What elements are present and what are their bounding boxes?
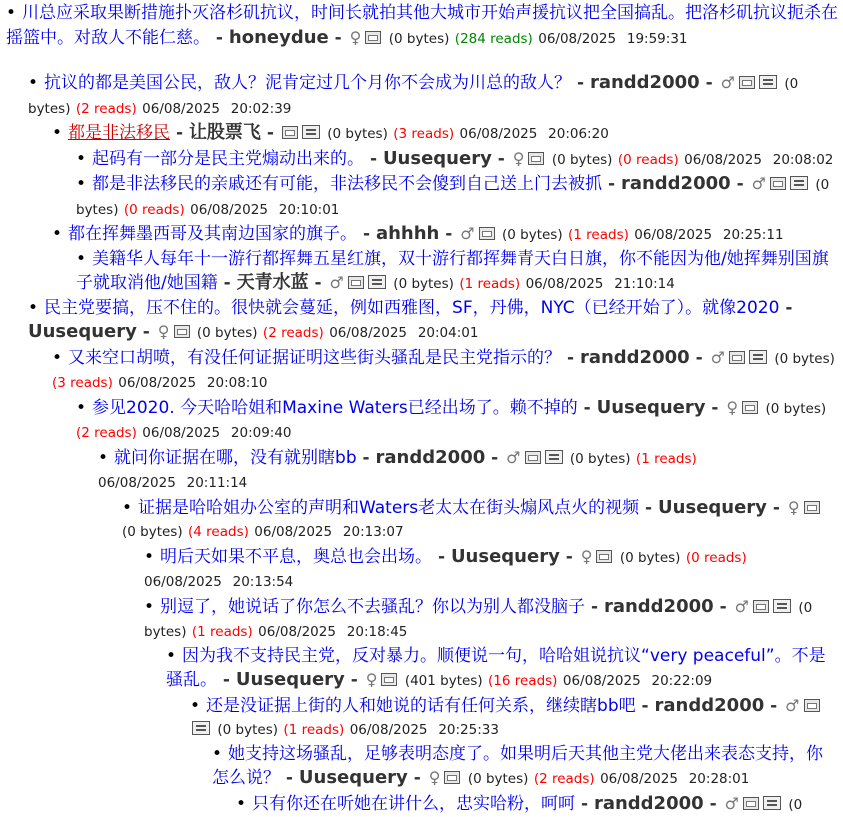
post-time: 21:10:14 (614, 276, 675, 292)
post-time: 20:09:40 (231, 425, 292, 441)
post-author: 天青水蓝 (237, 272, 309, 293)
thread-list (6, 2, 839, 817)
separator: - (357, 224, 376, 244)
post-reads: (1 reads) (283, 722, 344, 738)
post-size: (0 bytes) (393, 276, 454, 292)
separator: - (561, 348, 580, 368)
document-icon[interactable] (749, 350, 767, 364)
male-icon: ♂ (721, 73, 735, 92)
post-size: (0 bytes) (570, 451, 631, 467)
post-date: 06/08/2025 (329, 325, 407, 341)
post-date: 06/08/2025 (460, 126, 538, 142)
post-size: (0 bytes) (122, 524, 183, 540)
post-time: 20:04:01 (418, 325, 479, 341)
female-icon: ♀ (581, 547, 593, 566)
post-author: Uusequery (658, 497, 767, 518)
folder-icon[interactable] (282, 126, 298, 139)
post-date: 06/08/2025 (634, 227, 712, 243)
document-icon[interactable] (368, 275, 386, 289)
post-time: 20:02:39 (231, 101, 292, 117)
document-icon[interactable] (302, 125, 320, 139)
post-date: 06/08/2025 (144, 574, 222, 590)
male-icon: ♂ (785, 696, 799, 715)
post-author: randd2000 (655, 695, 765, 716)
separator: - (602, 174, 621, 194)
post-author: randd2000 (580, 347, 690, 368)
post-size: (0 bytes) (766, 401, 827, 417)
thread-post (6, 222, 839, 248)
post-date: 06/08/2025 (142, 425, 220, 441)
post-title-link[interactable]: 参见2020. 今天哈哈姐和Maxine Waters已经出场了。赖不掉的 (92, 398, 578, 418)
male-icon: ♂ (330, 273, 344, 292)
thread-post (6, 172, 839, 222)
post-size: (0 bytes) (327, 126, 388, 142)
folder-icon[interactable] (770, 177, 786, 190)
separator: - (261, 123, 280, 143)
post-entry (52, 346, 839, 396)
separator: - (639, 498, 658, 518)
post-time: 20:28:01 (689, 771, 750, 787)
post-author: randd2000 (604, 596, 714, 617)
folder-icon[interactable] (479, 227, 495, 240)
post-time: 20:06:20 (548, 126, 609, 142)
folder-icon[interactable] (444, 771, 460, 784)
female-icon: ♀ (366, 670, 378, 689)
post-date: 06/08/2025 (98, 475, 176, 491)
thread-post (6, 2, 839, 51)
thread-post (6, 121, 839, 147)
folder-icon[interactable] (753, 600, 769, 613)
post-title-link[interactable]: 起码有一部分是民主党煽动出来的。 (92, 149, 364, 169)
separator: - (309, 273, 328, 293)
post-title-link[interactable]: 别逗了，她说话了你怎么不去骚乱？你以为别人都没脑子 (160, 597, 585, 617)
document-icon[interactable] (192, 721, 210, 735)
separator: - (636, 696, 655, 716)
separator: - (432, 547, 451, 567)
separator: - (218, 273, 237, 293)
post-size: (0 bytes) (217, 722, 278, 738)
folder-icon[interactable] (742, 401, 758, 414)
separator: - (217, 670, 236, 690)
separator: - (137, 322, 156, 342)
post-title-link[interactable]: 因为我不支持民主党，反对暴力。顺便说一句，哈哈姐说抗议“very peaceful”。不是骚乱。 (166, 646, 826, 691)
post-date: 06/08/2025 (118, 375, 196, 391)
folder-icon[interactable] (596, 550, 612, 563)
post-title-link[interactable]: 她支持这场骚乱，足够表明态度了。如果明后天其他主党大佬出来表态支持，你怎么说？ (212, 744, 823, 789)
separator: - (170, 123, 189, 143)
post-author: Uusequery (236, 669, 345, 690)
male-icon: ♂ (735, 597, 749, 616)
post-reads: (16 reads) (488, 673, 557, 689)
post-reads: (4 reads) (188, 524, 249, 540)
post-entry (28, 71, 839, 121)
separator: - (485, 448, 504, 468)
thread-post (6, 545, 839, 595)
thread-post (6, 71, 839, 121)
post-time: 20:08:10 (207, 375, 268, 391)
post-title-link[interactable]: 民主党要搞，压不住的。很快就会蔓延，例如西雅图，SF，丹佛，NYC（已经开始了）。就像2020 (44, 298, 779, 318)
post-time: 20:13:54 (233, 574, 294, 590)
post-author: honeydue (229, 27, 329, 48)
post-size: (0 (788, 797, 802, 813)
post-date: 06/08/2025 (254, 524, 332, 540)
post-entry (190, 694, 839, 743)
post-date: 06/08/2025 (350, 722, 428, 738)
post-reads: (0 reads) (124, 202, 185, 218)
folder-icon[interactable] (174, 325, 190, 338)
separator: - (329, 28, 348, 48)
male-icon: ♂ (506, 448, 520, 467)
post-reads: (284 reads) (455, 31, 533, 47)
separator: - (704, 794, 723, 814)
thread-post (6, 595, 839, 645)
thread-post (6, 396, 839, 446)
female-icon: ♀ (726, 398, 738, 417)
post-time: 20:25:33 (438, 722, 499, 738)
post-entry (144, 595, 839, 645)
post-reads: (1 reads) (636, 451, 697, 467)
post-entry (76, 172, 839, 222)
separator: - (700, 73, 719, 93)
post-author: randd2000 (376, 447, 486, 468)
post-author: randd2000 (621, 173, 731, 194)
separator: - (578, 398, 597, 418)
post-time: 19:59:31 (627, 31, 688, 47)
male-icon: ♂ (725, 794, 739, 813)
post-date: 06/08/2025 (526, 276, 604, 292)
thread-post (6, 694, 839, 743)
separator: - (408, 768, 427, 788)
post-size: (0 bytes) (468, 771, 529, 787)
post-size: (0 bytes) (774, 351, 835, 367)
post-entry (76, 248, 839, 297)
post-size: (0 bytes) (144, 600, 812, 641)
post-reads: (2 reads) (76, 101, 137, 117)
post-entry (166, 645, 839, 694)
post-title-link[interactable]: 明后天如果不平息，奥总也会出场。 (160, 547, 432, 567)
post-reads: (1 reads) (459, 276, 520, 292)
separator: - (357, 448, 376, 468)
male-icon: ♂ (460, 224, 474, 243)
post-time: 20:08:02 (773, 152, 834, 168)
post-title-link[interactable]: 抗议的都是美国公民，敌人？泥肯定过几个月你不会成为川总的敌人？ (44, 73, 571, 93)
separator: - (731, 174, 750, 194)
post-title-link[interactable]: 证据是哈哈姐办公室的声明和Waters老太太在街头煽风点火的视频 (138, 498, 639, 518)
separator: - (571, 73, 590, 93)
thread-post (6, 792, 839, 817)
post-author: Uusequery (383, 148, 492, 169)
post-author: Uusequery (28, 321, 137, 342)
post-title-link[interactable]: 都是非法移民的亲戚还有可能，非法移民不会傻到自己送上门去被抓 (92, 174, 602, 194)
post-entry (212, 743, 839, 792)
post-author: Uusequery (597, 397, 706, 418)
post-reads: (0 reads) (618, 152, 679, 168)
post-title-link[interactable]: 都在挥舞墨西哥及其南边国家的旗子。 (68, 224, 357, 244)
folder-icon[interactable] (729, 351, 745, 364)
post-reads: (1 reads) (192, 624, 253, 640)
post-date: 06/08/2025 (258, 624, 336, 640)
male-icon: ♂ (752, 174, 766, 193)
folder-icon[interactable] (743, 797, 759, 810)
separator: - (560, 547, 579, 567)
thread-post (6, 346, 839, 396)
thread-post (6, 248, 839, 297)
post-author: randd2000 (594, 793, 704, 814)
post-title-link[interactable]: 就问你证据在哪，没有就别瞎bb (114, 448, 357, 468)
separator: - (706, 398, 725, 418)
folder-icon[interactable] (348, 276, 364, 289)
separator: - (210, 28, 229, 48)
post-entry (98, 446, 839, 496)
post-entry (76, 147, 839, 173)
post-reads: (2 reads) (263, 325, 324, 341)
post-time: 20:10:01 (279, 202, 340, 218)
post-entry (76, 396, 839, 446)
female-icon: ♀ (350, 28, 362, 47)
post-date: 06/08/2025 (538, 31, 616, 47)
separator: - (364, 149, 383, 169)
post-entry (52, 121, 839, 147)
female-icon: ♀ (158, 322, 170, 341)
post-time: 20:13:07 (343, 524, 404, 540)
post-title-link[interactable]: 只有你还在听她在讲什么，忠实哈粉，呵呵 (252, 794, 575, 814)
folder-icon[interactable] (739, 76, 755, 89)
post-author: 让股票飞 (189, 122, 261, 143)
post-title-link[interactable]: 都是非法移民 (68, 123, 170, 143)
document-icon[interactable] (545, 450, 563, 464)
post-entry (122, 496, 839, 545)
post-reads: (0 reads) (686, 550, 747, 566)
post-time: 20:18:45 (347, 624, 408, 640)
post-size: (0 bytes) (28, 76, 798, 117)
document-icon[interactable] (773, 599, 791, 613)
folder-icon[interactable] (528, 152, 544, 165)
post-author: Uusequery (299, 767, 408, 788)
post-entry (52, 222, 839, 248)
post-reads: (3 reads) (393, 126, 454, 142)
post-reads: (2 reads) (534, 771, 595, 787)
post-title-link[interactable]: 川总应采取果断措施扑灭洛杉矶抗议，时间长就拍其他大城市开始声援抗议把全国搞乱。把洛杉矶抗议扼杀在摇篮中。对敌人不能仁慈。 (6, 3, 838, 48)
post-time: 20:22:09 (652, 673, 713, 689)
post-author: Uusequery (451, 546, 560, 567)
post-entry (144, 545, 839, 595)
post-reads: (2 reads) (76, 425, 137, 441)
post-date: 06/08/2025 (684, 152, 762, 168)
post-date: 06/08/2025 (190, 202, 268, 218)
separator: - (764, 696, 783, 716)
document-icon[interactable] (763, 796, 781, 810)
separator: - (439, 224, 458, 244)
separator: - (585, 597, 604, 617)
separator: - (714, 597, 733, 617)
post-date: 06/08/2025 (563, 673, 641, 689)
post-title-link[interactable]: 美籍华人每年十一游行都挥舞五星红旗，双十游行都挥舞青天白日旗，你不能因为他/她挥舞别国旗子就取消他/她国籍 (76, 249, 829, 294)
separator: - (492, 149, 511, 169)
post-size: (0 bytes) (197, 325, 258, 341)
post-date: 06/08/2025 (142, 101, 220, 117)
thread-post (6, 446, 839, 496)
post-author: randd2000 (590, 72, 700, 93)
post-date: 06/08/2025 (600, 771, 678, 787)
post-size: (0 bytes) (76, 177, 829, 218)
separator: - (345, 670, 364, 690)
separator: - (690, 348, 709, 368)
male-icon: ♂ (711, 348, 725, 367)
post-reads: (1 reads) (568, 227, 629, 243)
document-icon[interactable] (790, 176, 808, 190)
folder-icon[interactable] (381, 673, 397, 686)
separator: - (767, 498, 786, 518)
post-size: (0 bytes) (502, 227, 563, 243)
post-time: 20:11:14 (187, 475, 248, 491)
female-icon: ♀ (513, 149, 525, 168)
thread-post (6, 496, 839, 545)
post-entry (6, 2, 839, 51)
separator: - (280, 768, 299, 788)
folder-icon[interactable] (525, 451, 541, 464)
post-reads: (3 reads) (52, 375, 113, 391)
folder-icon[interactable] (804, 501, 820, 514)
separator: - (575, 794, 594, 814)
post-entry (28, 297, 839, 346)
post-size: (401 bytes) (405, 673, 483, 689)
post-title-link[interactable]: 又来空口胡喷，有没任何证据证明这些街头骚乱是民主党指示的？ (68, 348, 561, 368)
folder-icon[interactable] (804, 699, 820, 712)
thread-post (6, 743, 839, 792)
separator: - (779, 298, 792, 318)
post-entry (236, 792, 839, 817)
thread-post (6, 645, 839, 694)
post-size: (0 bytes) (389, 31, 450, 47)
folder-icon[interactable] (365, 31, 381, 44)
female-icon: ♀ (788, 498, 800, 517)
post-title-link[interactable]: 还是没证据上街的人和她说的话有任何关系，继续瞎bb吧 (206, 696, 636, 716)
post-size: (0 bytes) (552, 152, 613, 168)
post-size: (0 bytes) (620, 550, 681, 566)
post-author: ahhhh (376, 223, 439, 244)
document-icon[interactable] (759, 75, 777, 89)
female-icon: ♀ (429, 768, 441, 787)
thread-post (6, 297, 839, 346)
post-time: 20:25:11 (723, 227, 784, 243)
thread-post (6, 147, 839, 173)
